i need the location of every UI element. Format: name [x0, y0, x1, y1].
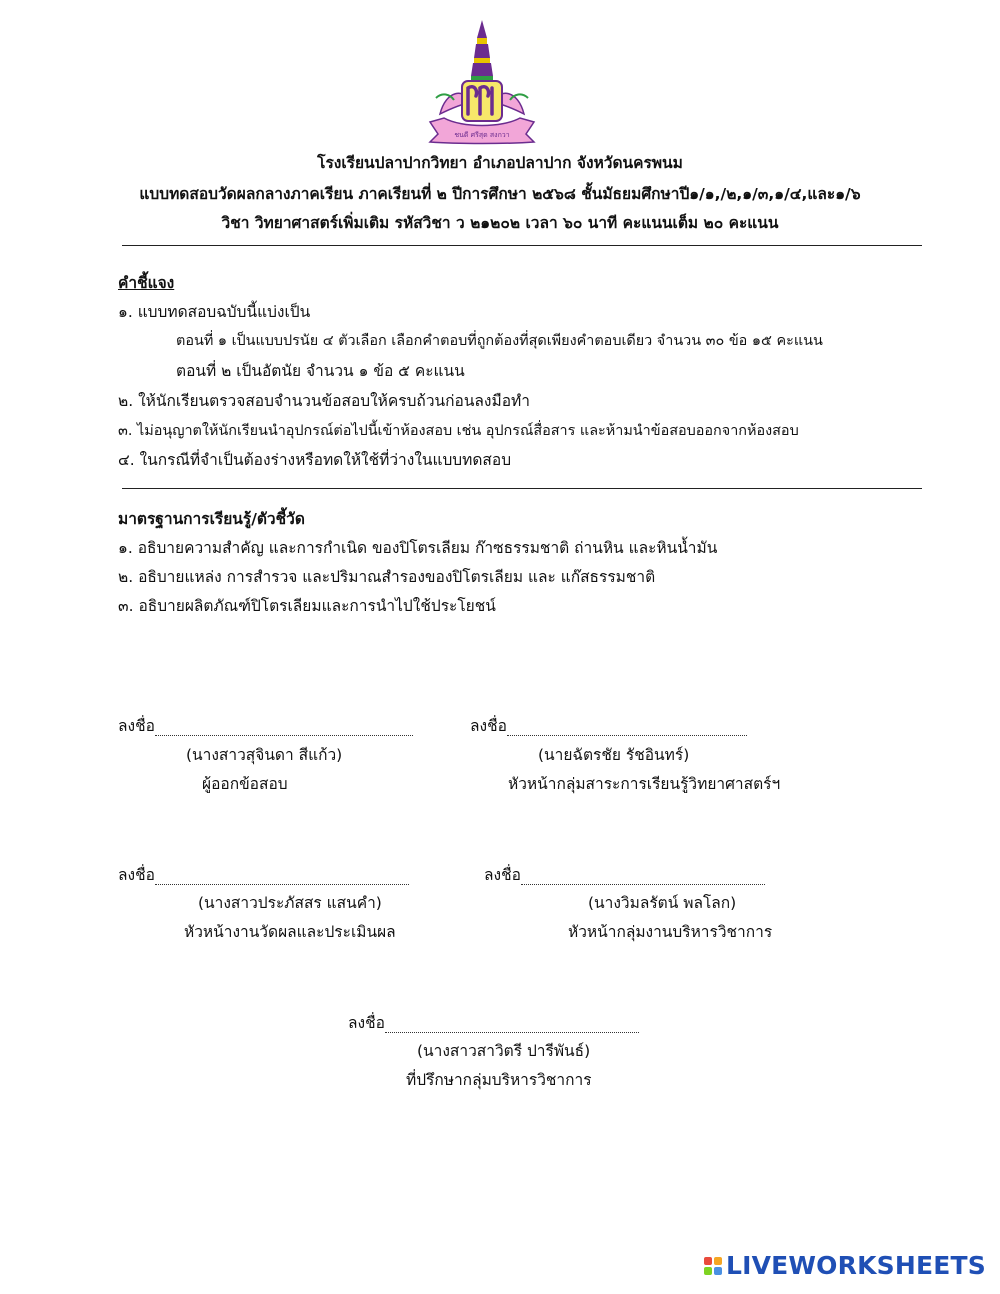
instruction-item-2: ๒. ให้นักเรียนตรวจสอบจำนวนข้อสอบให้ครบถ้วนก่อนลงมือทำ: [118, 392, 530, 410]
brand-cube-icon: [704, 1257, 722, 1275]
sign-label: ลงชื่อ: [470, 717, 507, 735]
instruction-part-2: ตอนที่ ๒ เป็นอัตนัย จำนวน ๑ ข้อ ๕ คะแนน: [176, 362, 465, 380]
signature-dots: [521, 870, 765, 885]
instruction-part-1: ตอนที่ ๑ เป็นแบบปรนัย ๔ ตัวเลือก เลือกคำตอบที่ถูกต้องที่สุดเพียงคำตอบเดียว จำนวน ๓๐ ข้อ ๑๕ คะแนน: [176, 333, 823, 349]
school-logo: [422, 18, 542, 146]
standard-item-1: ๑. อธิบายความสำคัญ และการกำเนิด ของปิโตรเลียม ก๊าซธรรมชาติ ถ่านหิน และหินน้ำมัน: [118, 539, 718, 557]
standards-heading: มาตรฐานการเรียนรู้/ตัวชี้วัด: [118, 510, 305, 528]
signature-dots: [155, 870, 409, 885]
divider-top: [122, 245, 922, 246]
liveworksheets-brand: [704, 1251, 986, 1280]
logo-motto: ชนดี ศรีสุด สงกวา: [454, 131, 510, 139]
school-title: โรงเรียนปลาปากวิทยา อำเภอปลาปาก จังหวัดนครพนม: [317, 154, 683, 172]
divider-middle: [122, 488, 922, 489]
signature-dots: [507, 721, 747, 736]
standard-item-2: ๒. อธิบายแหล่ง การสำรวจ และปริมาณสำรองของปิโตรเลียม และ แก๊สธรรมชาติ: [118, 568, 656, 586]
sign-label: ลงชื่อ: [118, 866, 155, 884]
standard-item-3: ๓. อธิบายผลิตภัณฑ์ปิโตรเลียมและการนำไปใช้ประโยชน์: [118, 597, 496, 615]
sign-label: ลงชื่อ: [348, 1014, 385, 1032]
signer-role-2: หัวหน้ากลุ่มสาระการเรียนรู้วิทยาศาสตร์ฯ: [508, 775, 781, 793]
signature-line-4: [484, 865, 765, 885]
signer-name-1: (นางสาวสุจินดา สีแก้ว): [186, 746, 343, 764]
subject-info: วิชา วิทยาศาสตร์เพิ่มเติม รหัสวิชา ว ๒๑๒๐๒ เวลา ๖๐ นาที คะแนนเต็ม ๒๐ คะแนน: [221, 214, 779, 232]
signer-role-3: หัวหน้างานวัดผลและประเมินผล: [184, 923, 396, 941]
instruction-item-3: ๓. ไม่อนุญาตให้นักเรียนนำอุปกรณ์ต่อไปนี้เข้าห้องสอบ เช่น อุปกรณ์สื่อสาร และห้ามนำข้อสอบออกจากห้องสอบ: [118, 423, 799, 439]
instructions-heading: คำชี้แจง: [118, 274, 175, 292]
signature-line-2: [470, 716, 747, 736]
signer-name-2: (นายฉัตรชัย รัชอินทร์): [538, 746, 690, 764]
signer-role-4: หัวหน้ากลุ่มงานบริหารวิชาการ: [568, 923, 773, 941]
signer-name-5: (นางสาวสาวิตรี ปารีพันธ์): [417, 1042, 591, 1060]
exam-title: แบบทดสอบวัดผลกลางภาคเรียน ภาคเรียนที่ ๒ ปีการศึกษา ๒๕๖๘ ชั้นมัธยมศึกษาปี๑/๑,/๒,๑/๓,๑/๔,และ๑/๖: [139, 185, 861, 203]
signature-line-1: [118, 716, 413, 736]
signature-dots: [385, 1018, 639, 1033]
sign-label: ลงชื่อ: [484, 866, 521, 884]
signer-role-5: ที่ปรึกษากลุ่มบริหารวิชาการ: [406, 1071, 592, 1089]
signature-line-3: [118, 865, 409, 885]
instruction-item-1: ๑. แบบทดสอบฉบับนี้แบ่งเป็น: [118, 303, 311, 321]
signature-line-5: [348, 1013, 639, 1033]
instruction-item-4: ๔. ในกรณีที่จำเป็นต้องร่างหรือทดให้ใช้ที่ว่างในแบบทดสอบ: [118, 451, 512, 469]
sign-label: ลงชื่อ: [118, 717, 155, 735]
signer-name-4: (นางวิมลรัตน์ พลโลก): [588, 894, 737, 912]
signature-dots: [155, 721, 413, 736]
brand-name: LIVEWORKSHEETS: [725, 1251, 986, 1280]
signer-name-3: (นางสาวประภัสสร แสนคำ): [198, 894, 382, 912]
signer-role-1: ผู้ออกข้อสอบ: [202, 775, 288, 793]
